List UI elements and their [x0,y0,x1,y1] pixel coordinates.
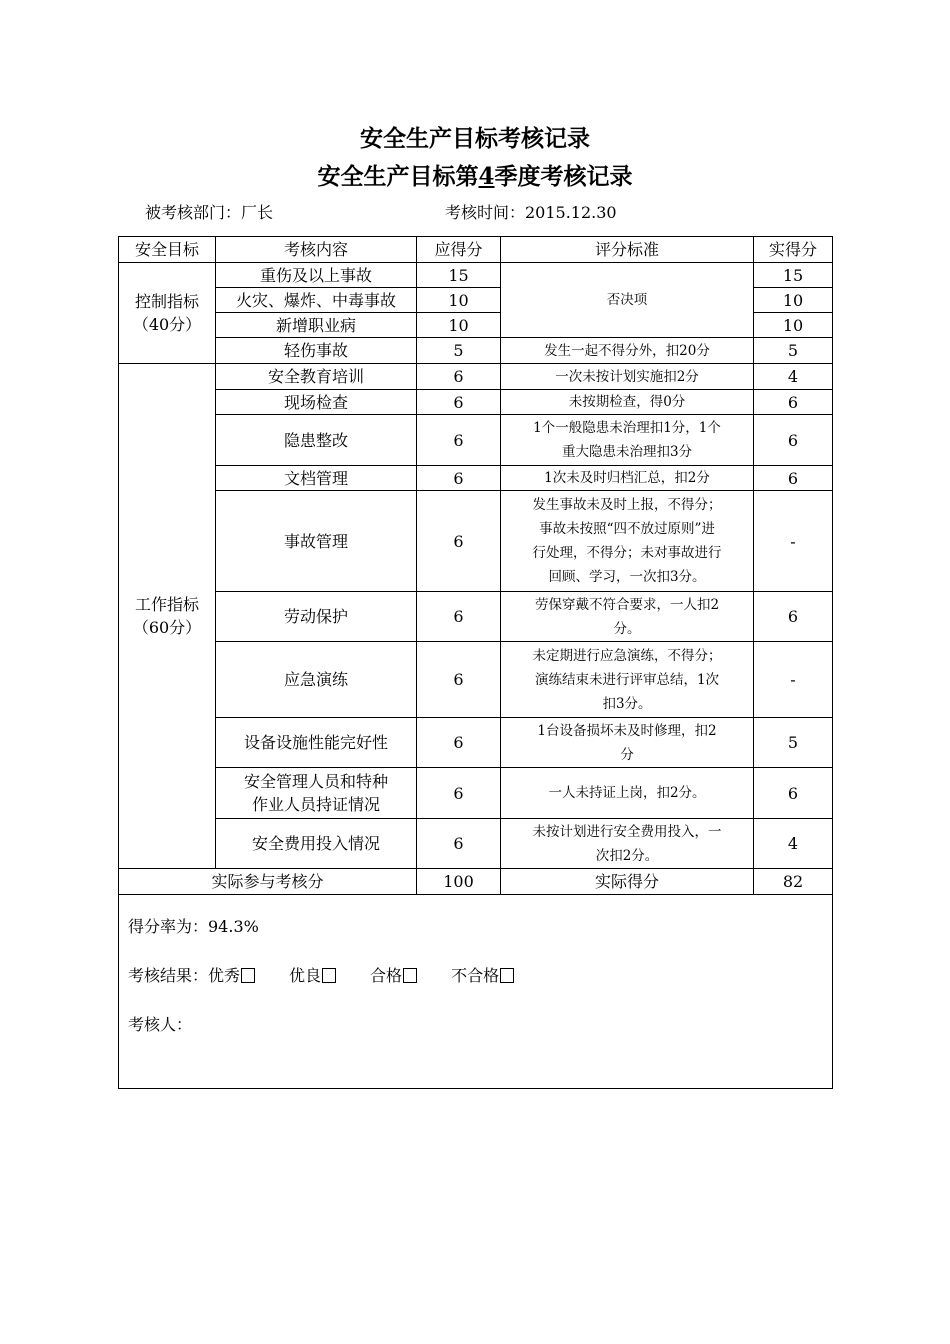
row-criteria: 未按期检查，得0分 [501,390,754,415]
assessment-table [118,236,833,1089]
category-work: 工作指标 （60分） [119,364,216,869]
checkbox-icon[interactable] [241,968,255,983]
table-row [119,592,833,642]
table-row [119,415,833,466]
result-row [119,895,833,1089]
row-content: 文档管理 [216,466,417,491]
row-should-score: 6 [417,491,501,592]
row-criteria: 劳保穿戴不符合要求，一人扣2 分。 [501,592,754,642]
row-should-score: 6 [417,642,501,718]
row-content: 新增职业病 [216,313,417,338]
assessment-result [128,964,823,988]
total-row [119,869,833,895]
table-row [119,390,833,415]
row-content: 重伤及以上事故 [216,263,417,288]
row-actual-score: 6 [754,415,833,466]
header-target: 安全目标 [119,237,216,263]
row-actual-score: - [754,642,833,718]
row-actual-score: 10 [754,288,833,313]
row-should-score: 10 [417,288,501,313]
row-content: 现场检查 [216,390,417,415]
table-row [119,338,833,364]
row-actual-score: 5 [754,338,833,364]
subtitle-suffix: 季度考核记录 [494,163,633,190]
row-actual-score: 15 [754,263,833,288]
row-should-score: 15 [417,263,501,288]
row-actual-score: 6 [754,592,833,642]
table-row [119,364,833,390]
row-content: 隐患整改 [216,415,417,466]
row-should-score: 6 [417,592,501,642]
table-row [119,768,833,819]
document-subtitle [0,158,950,191]
actual-score-value: 82 [754,869,833,895]
assessed-department: 被考核部门：厂长 [145,203,274,222]
row-criteria: 1次未及时归档汇总，扣2分 [501,466,754,491]
row-content: 安全费用投入情况 [216,819,417,869]
row-criteria: 发生一起不得分外，扣20分 [501,338,754,364]
row-content: 安全教育培训 [216,364,417,390]
row-actual-score: 10 [754,313,833,338]
row-should-score: 6 [417,415,501,466]
row-content: 火灾、爆炸、中毒事故 [216,288,417,313]
row-actual-score: - [754,491,833,592]
header-criteria: 评分标准 [501,237,754,263]
total-value: 100 [417,869,501,895]
header-content: 考核内容 [216,237,417,263]
header-should-score: 应得分 [417,237,501,263]
option-fail[interactable]: 不合格 [451,964,514,988]
row-actual-score: 4 [754,364,833,390]
row-should-score: 6 [417,390,501,415]
assessment-time: 考核时间：2015.12.30 [445,203,617,222]
row-criteria: 1个一般隐患未治理扣1分，1个 重大隐患未治理扣3分 [501,415,754,466]
table-row [119,718,833,768]
table-row [119,491,833,592]
quarter-number: 4 [478,163,495,190]
table-row [119,263,833,288]
document-title: 安全生产目标考核记录 [360,125,590,152]
checkbox-icon[interactable] [500,968,514,983]
table-row [119,466,833,491]
row-criteria: 未定期进行应急演练，不得分； 演练结束未进行评审总结，1次 扣3分。 [501,642,754,718]
row-criteria: 未按计划进行安全费用投入，一 次扣2分。 [501,819,754,869]
row-should-score: 6 [417,819,501,869]
row-criteria: 一次未按计划实施扣2分 [501,364,754,390]
row-content: 劳动保护 [216,592,417,642]
category-control: 控制指标 （40分） [119,263,216,364]
assessor: 考核人： [128,1015,193,1034]
row-content: 应急演练 [216,642,417,718]
score-rate: 得分率为：94.3% [128,917,259,936]
header-row [119,237,833,263]
row-should-score: 6 [417,718,501,768]
row-actual-score: 6 [754,466,833,491]
row-content: 安全管理人员和特种 作业人员持证情况 [216,768,417,819]
table-row [119,642,833,718]
option-excellent[interactable]: 优秀 [208,964,255,988]
row-actual-score: 4 [754,819,833,869]
row-actual-score: 5 [754,718,833,768]
row-criteria: 一人未持证上岗，扣2分。 [501,768,754,819]
row-should-score: 6 [417,466,501,491]
row-content: 事故管理 [216,491,417,592]
option-pass[interactable]: 合格 [370,964,417,988]
veto-criteria: 否决项 [501,263,754,338]
result-label: 考核结果： [128,966,209,985]
row-criteria: 发生事故未及时上报，不得分； 事故未按照“四不放过原则”进 行处理，不得分；未对事故进行 回顾、学习，一次扣3分。 [501,491,754,592]
row-actual-score: 6 [754,768,833,819]
subtitle-prefix: 安全生产目标第 [317,163,479,190]
actual-score-label: 实际得分 [501,869,754,895]
row-actual-score: 6 [754,390,833,415]
table-row [119,819,833,869]
row-content: 设备设施性能完好性 [216,718,417,768]
checkbox-icon[interactable] [322,968,336,983]
checkbox-icon[interactable] [403,968,417,983]
row-should-score: 5 [417,338,501,364]
row-content: 轻伤事故 [216,338,417,364]
row-should-score: 6 [417,364,501,390]
total-label: 实际参与考核分 [119,869,417,895]
row-should-score: 10 [417,313,501,338]
row-criteria: 1台设备损坏未及时修理，扣2 分 [501,718,754,768]
result-area [119,895,833,1089]
option-good[interactable]: 优良 [289,964,336,988]
header-actual-score: 实得分 [754,237,833,263]
row-should-score: 6 [417,768,501,819]
